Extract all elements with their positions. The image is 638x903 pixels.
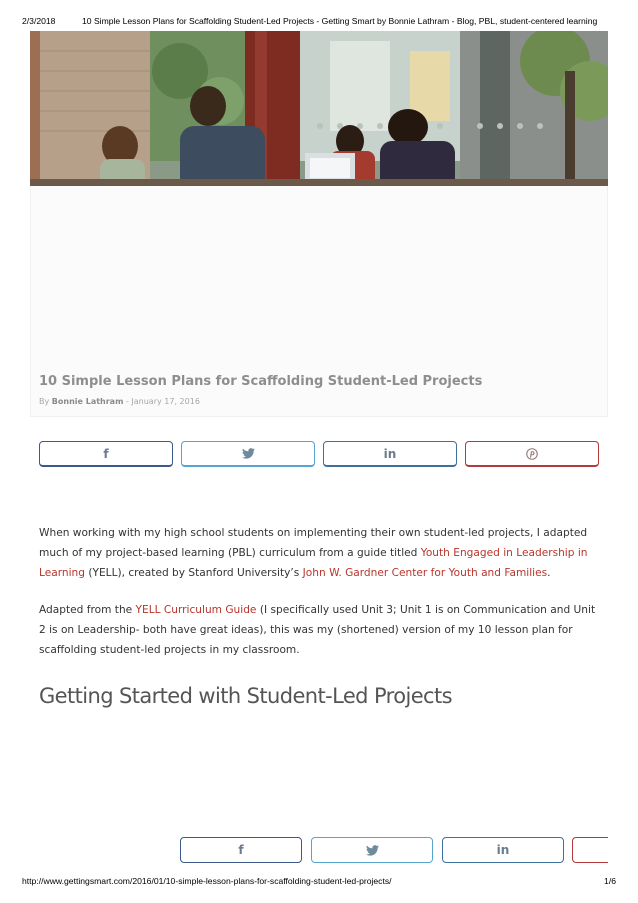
by-label: By bbox=[39, 397, 50, 406]
print-page-title: 10 Simple Lesson Plans for Scaffolding Student-Led Projects - Getting Smart by Bonnie Lathram - Blog, PBL, student-centered learning bbox=[82, 16, 598, 26]
sticky-share-pinterest-button[interactable] bbox=[572, 837, 608, 863]
pinterest-icon bbox=[526, 448, 538, 460]
yell-link[interactable]: Youth Engaged in Leadership in Learning bbox=[39, 547, 588, 579]
hero-photo bbox=[30, 31, 608, 186]
sticky-share-twitter-button[interactable] bbox=[311, 837, 433, 863]
print-page-number: 1/6 bbox=[604, 876, 616, 886]
facebook-icon: f bbox=[238, 843, 244, 857]
facebook-icon: f bbox=[103, 446, 109, 461]
article-body bbox=[39, 523, 599, 677]
print-date: 2/3/2018 bbox=[22, 16, 56, 26]
linkedin-icon: in bbox=[496, 843, 510, 857]
gardner-center-link[interactable]: John W. Gardner Center for Youth and Families bbox=[302, 567, 548, 579]
print-url: http://www.gettingsmart.com/2016/01/10-simple-lesson-plans-for-scaffolding-student-led-projects/ bbox=[22, 876, 392, 886]
share-linkedin-button[interactable] bbox=[323, 441, 457, 467]
section-heading: Getting Started with Student-Led Projects bbox=[39, 684, 452, 708]
print-footer bbox=[22, 876, 616, 888]
post-author-link[interactable]: Bonnie Lathram bbox=[51, 397, 124, 406]
post-date: January 17, 2016 bbox=[131, 397, 200, 406]
post-header-card bbox=[30, 186, 608, 417]
meta-separator: - bbox=[125, 397, 129, 406]
yell-curriculum-guide-link[interactable]: YELL Curriculum Guide bbox=[135, 604, 257, 616]
hero-image bbox=[30, 31, 608, 186]
print-header bbox=[22, 16, 618, 28]
post-title: 10 Simple Lesson Plans for Scaffolding Student-Led Projects bbox=[39, 374, 483, 389]
share-facebook-button[interactable] bbox=[39, 441, 173, 467]
share-twitter-button[interactable] bbox=[181, 441, 315, 467]
sticky-share-linkedin-button[interactable] bbox=[442, 837, 564, 863]
linkedin-icon: in bbox=[383, 446, 397, 461]
sticky-share-facebook-button[interactable] bbox=[180, 837, 302, 863]
article-paragraph-1: When working with my high school students on implementing their own student-led projects, I adapted much of my project-based learning (PBL) curriculum from a guide titled Youth Engaged in Leadership in Learning (YELL), created by Stanford University’s John W. Gardner Center for Youth and Families. bbox=[39, 527, 588, 579]
article-paragraph-2: Adapted from the YELL Curriculum Guide (I specifically used Unit 3; Unit 1 is on Communication and Unit 2 is on Leadership- both have great ideas), this was my (shortened) version of my 10 lesson plan for scaffolding student-led projects in my classroom. bbox=[39, 604, 596, 656]
twitter-icon bbox=[366, 845, 379, 856]
share-pinterest-button[interactable] bbox=[465, 441, 599, 467]
post-meta bbox=[39, 397, 200, 406]
twitter-icon bbox=[242, 448, 255, 459]
